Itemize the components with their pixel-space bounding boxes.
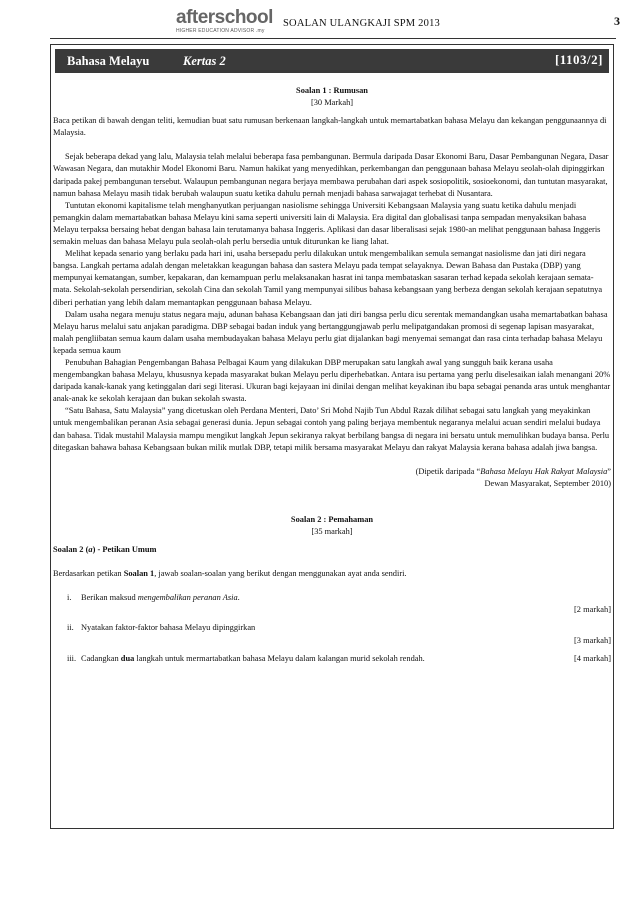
- header-rule: [50, 38, 616, 39]
- page-number: 3: [614, 14, 620, 28]
- question-i: i. Berikan maksud mengembalikan peranan Asia.: [67, 593, 240, 603]
- question-ii-marks: [3 markah]: [574, 635, 611, 645]
- question-iii-marks: [4 markah]: [574, 653, 611, 663]
- section2-marks: [35 markah]: [311, 527, 353, 536]
- section2-title: Soalan 2 : Pemahaman: [290, 514, 374, 524]
- question-iii: iii. Cadangkan dua langkah untuk mermartabatkan bahasa Melayu dalam kalangan murid sekolah rendah. [4 markah]: [53, 653, 611, 665]
- passage-paragraph-5: Penubuhan Bahagian Pengembangan Bahasa Pelbagai Kaum yang dilakukan DBP merupakan satu langkah awal yang sungguh baik kerana usaha mengembangkan bahasa Melayu, khususnya kepada masyarakat bukan Melayu perlu diperhebatkan. Antara isu pertama yang perlu diselesaikan ialah menangani 20% daripada kanak-kanak yang ketinggalan dari segi literasi. Ukuran bagi kejayaan ini dinilai dengan melihat keyakinan ibu bapa sebagai penanda aras untuk menghantar anak-anak ke sekolah kerajaan dan bukan sekolah swasta.: [53, 357, 611, 404]
- passage-paragraph-3: Melihat kepada senario yang berlaku pada hari ini, usaha bersepadu perlu dilakukan untuk mengembalikan semula semangat nasiolisme dan jati diri negara bangsa. Langkah pertama adalah dengan meletakkan keagungan bahasa dan sastera Melayu pada tempat selayaknya. Dewan Bahasa dan Pustaka (DBP) yang mempunyai kematangan, sumber, kepakaran, dan kemampuan perlu melaksanakan hasrat ini tanpa membataskan sasaran terhad kepada sekolah kerajaan semata-mata. Sekolah-sekolah persendirian, sekolah Cina dan sekolah Tamil yang mempunyai silibus bahasa kebangsaan yang berbeza dengan sekolah kerajaan sepatutnya diberi perhatian yang lebih dalam memantapkan penggunaan bahasa Melayu.: [53, 249, 603, 307]
- logo-tagline: HIGHER EDUCATION ADVISOR: [176, 28, 255, 34]
- logo-tld: .my: [255, 28, 265, 34]
- question-i-marks: [2 markah]: [574, 605, 611, 615]
- paper-code: [1103/2]: [554, 52, 603, 67]
- passage-paragraph-2: Tuntutan ekonomi kapitalisme telah menghanyutkan perjuangan nasiolisme sehingga Universiti Kebangsaan Malaysia yang suatu ketika dahulu menjadi pemangkin dalam memartabatkan bahasa Melayu kini sama seperti universiti lain di Malaysia. Era digital dan globalisasi tanpa sempadan menyaksikan bahasa Melayu terpaksa bersaing hebat dengan bahasa lain terutamanya bahasa Inggeris. Aplikasi dan dasar liberalisasi sejak 1980-an melihat penggunaan bahasa Inggeris semakin meluas dan bahasa Melayu pula seolah-olah perlu bersedia untuk diturunkan ke liang lahat.: [53, 200, 601, 247]
- passage-paragraph-6: “Satu Bahasa, Satu Malaysia” yang dicetuskan oleh Perdana Menteri, Dato’ Sri Mohd Najib Tun Abdul Razak dilihat sebagai satu langkah yang meyakinkan untuk mengembalikan peranan Asia sebagai generasi dunia. Jepun sebagai contoh yang paling berjaya membentuk negaranya melalui acuan sendiri melalui budaya dan bahasa. Tidak mustahil Malaysia mampu mengikut langkah Jepun sekiranya rakyat berbilang bangsa di negara ini bersatu untuk memulihkan budaya bansa. Perlu ditegaskan bahawa bahasa Kebangsaan bukan milik mutlak DBP, tetapi milik bersama masyarakat Melayu dan rakyat Malaysia kerana bahasa adalah jiwa bangsa.: [53, 406, 610, 452]
- subject-bar: [55, 49, 609, 73]
- passage-paragraph-1: Sejak beberapa dekad yang lalu, Malaysia telah melalui beberapa fasa pembangunan. Bermula daripada Dasar Ekonomi Baru, Dasar Pembangunan Negara, Dasar Wawasan Negara, dan mutakhir Model Ekonomi Baru. Namun hakikat yang menyedihkan, perkembangan dan penggunaan bahasa Melayu seolah-olah dipinggirkan daripada pakej pembangunan tersebut. Walaupun pembangunan negara berjaya membawa perubahan dari aspek sosiopolitik, sosioekonomi, dan tuntutan masyarakat, namun bahasa Melayu masih tidak berubah walaupun suatu ketika dahulu pernah menjadi bahasa sarwajagat terhebat di Nusantara.: [53, 152, 609, 198]
- section2-subtitle: Soalan 2 (a) - Petikan Umum: [53, 545, 157, 555]
- paper-label: Kertas 2: [183, 54, 226, 68]
- page-content: [53, 85, 611, 665]
- question-ii: ii. Nyatakan faktor-faktor bahasa Melayu dipinggirkan: [67, 623, 256, 633]
- afterschool-logo: [176, 8, 276, 38]
- section1-title: Soalan 1 : Rumusan: [296, 86, 368, 95]
- section1-marks: [30 Markah]: [310, 98, 354, 108]
- section2-instruction: Berdasarkan petikan Soalan 1, jawab soalan-soalan yang berikut dengan menggunakan ayat anda sendiri.: [53, 569, 407, 579]
- passage-paragraph-4: Dalam usaha negara menuju status negara maju, adunan bahasa Kebangsaan dan jati diri bangsa perlu dicu serentak memandangkan usaha memartabatkan bahasa Melayu harus melalui satu anjakan paradigma. DBP sebagai badan induk yang bertanggungjawab perlu melipatgandakan promosi di segenap lapisan masyarakat, malah pengliibatan semua kaum dalam usaha membudayakan bahasa Melayu perlu giat dijalankan bagi menyemai semangat dan rasa cinta terhadap bahasa Melayu kepada semua kaum: [53, 309, 608, 355]
- passage-source: (Dipetik daripada “Bahasa Melayu Hak Rakyat Malaysia”: [415, 466, 611, 476]
- source-publication: Dewan Masyarakat, September 2010): [484, 478, 611, 488]
- page-frame: [50, 44, 614, 829]
- subject-label: Bahasa Melayu: [67, 54, 150, 68]
- document-title: SOALAN ULANGKAJI SPM 2013: [283, 18, 440, 29]
- section1-instruction: Baca petikan di bawah dengan teliti, kemudian buat satu rumusan berkenaan langkah-langkah untuk memartabatkan bahasa Melayu dan kekangan penggunaannya di Malaysia.: [53, 116, 607, 138]
- source-title: Bahasa Melayu Hak Rakyat Malaysia: [480, 466, 608, 476]
- logo-wordmark: afterschool: [176, 7, 273, 28]
